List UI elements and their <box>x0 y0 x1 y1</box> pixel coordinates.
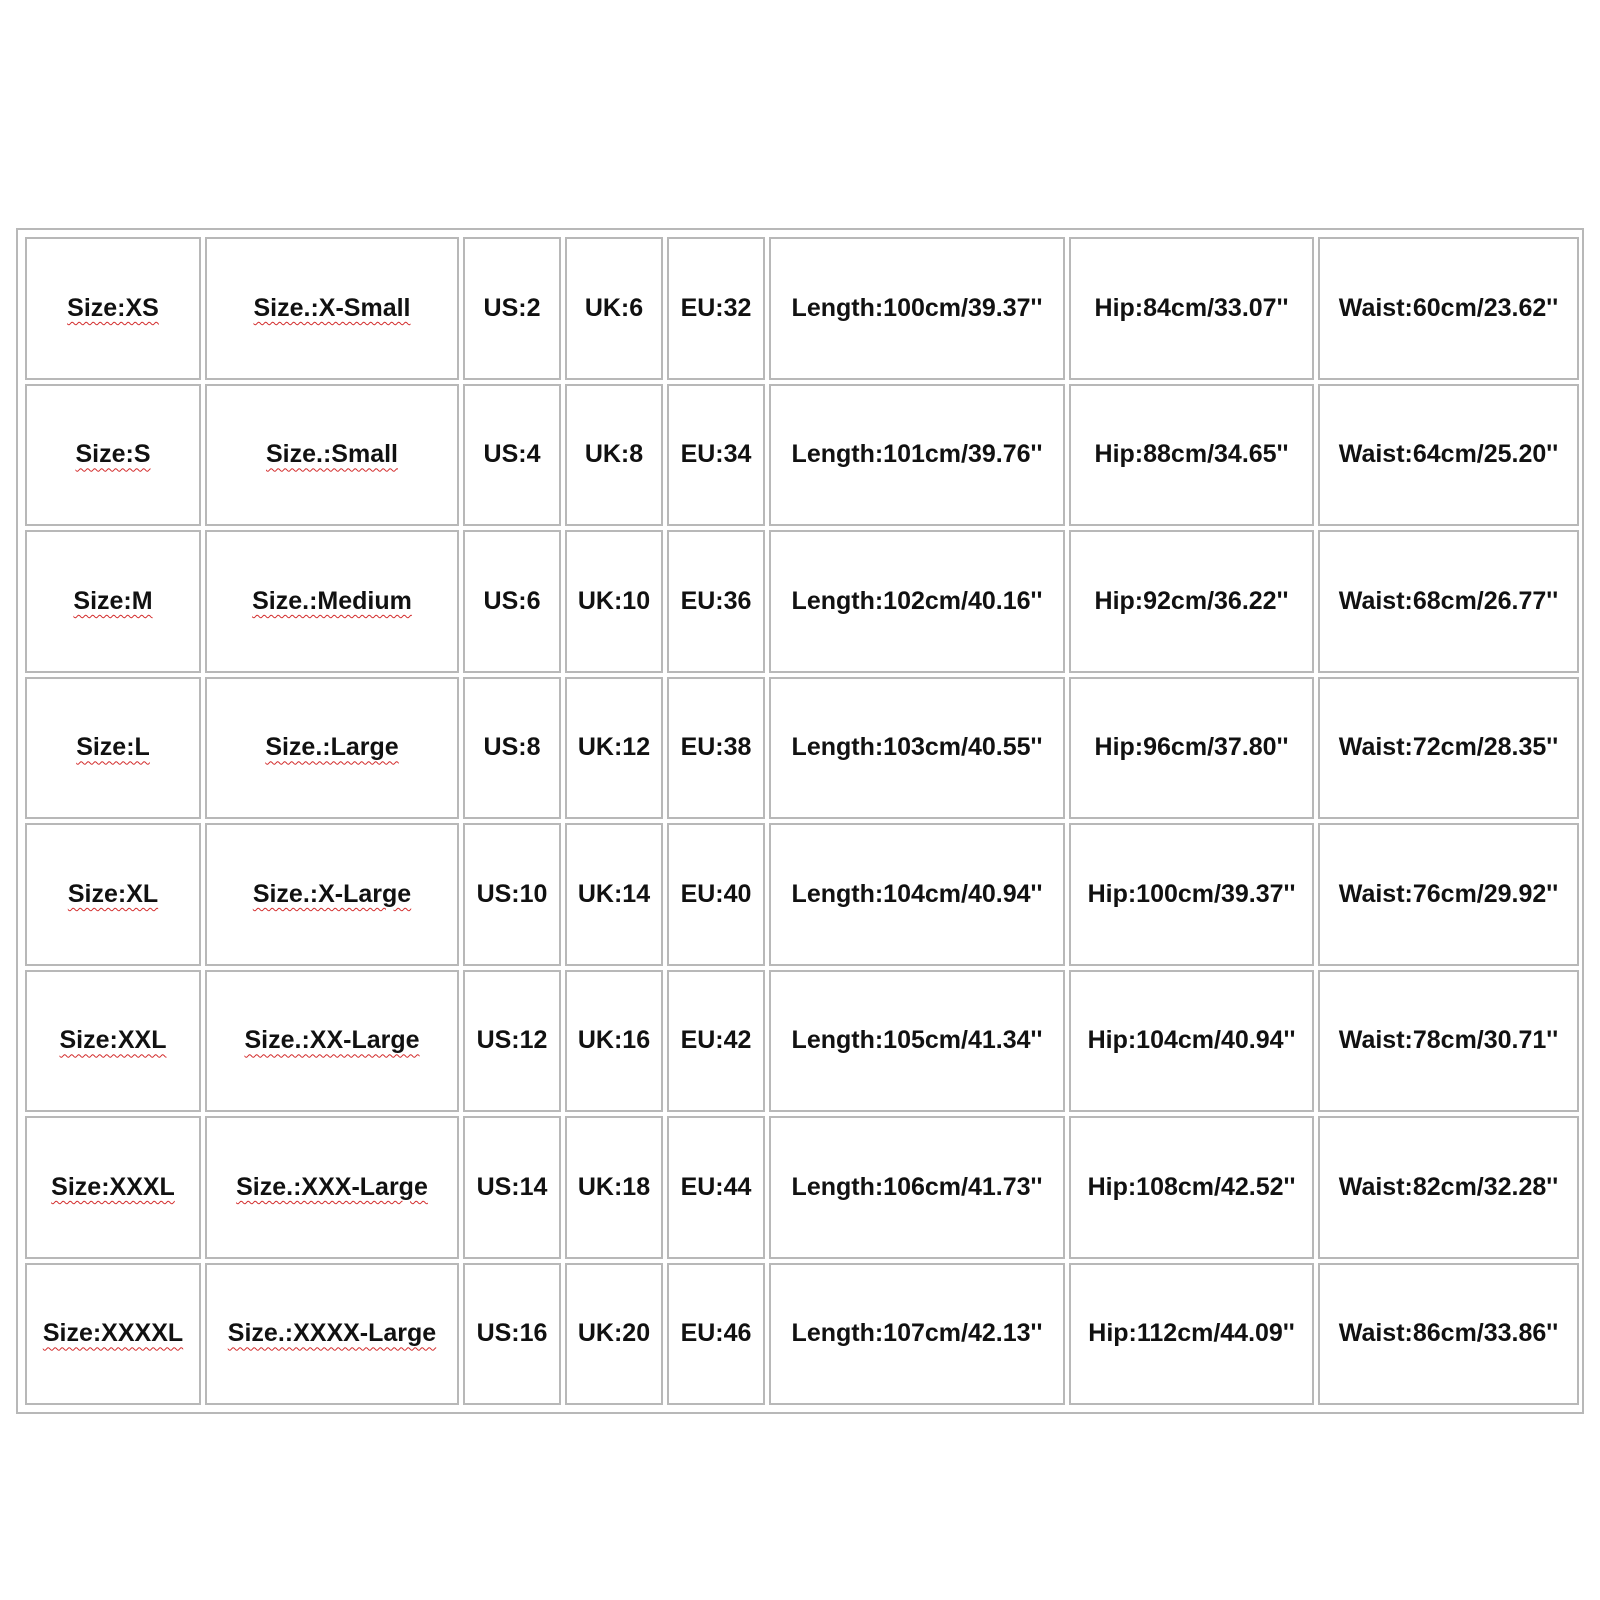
waist-cell: Waist:76cm/29.92'' <box>1318 823 1579 966</box>
size-name-cell: Size.:Small <box>205 384 459 527</box>
us-size-cell: US:6 <box>463 530 561 673</box>
size-code-cell: Size:L <box>25 677 201 820</box>
waist-cell: Waist:82cm/32.28'' <box>1318 1116 1579 1259</box>
size-name-cell: Size.:XXX-Large <box>205 1116 459 1259</box>
eu-size-cell: EU:36 <box>667 530 765 673</box>
uk-size-cell: UK:12 <box>565 677 663 820</box>
hip-cell: Hip:84cm/33.07'' <box>1069 237 1314 380</box>
waist-cell: Waist:78cm/30.71'' <box>1318 970 1579 1113</box>
waist-cell: Waist:64cm/25.20'' <box>1318 384 1579 527</box>
size-name-cell: Size.:Large <box>205 677 459 820</box>
size-row-xxl <box>25 970 1579 1113</box>
us-size-cell: US:4 <box>463 384 561 527</box>
waist-cell: Waist:60cm/23.62'' <box>1318 237 1579 380</box>
us-size-cell: US:12 <box>463 970 561 1113</box>
size-row-xs <box>25 237 1579 380</box>
uk-size-cell: UK:14 <box>565 823 663 966</box>
size-code-cell: Size:XS <box>25 237 201 380</box>
size-code-cell: Size:XL <box>25 823 201 966</box>
length-cell: Length:104cm/40.94'' <box>769 823 1065 966</box>
size-code-cell: Size:XXL <box>25 970 201 1113</box>
hip-cell: Hip:104cm/40.94'' <box>1069 970 1314 1113</box>
hip-cell: Hip:112cm/44.09'' <box>1069 1263 1314 1406</box>
eu-size-cell: EU:34 <box>667 384 765 527</box>
size-row-xxxl <box>25 1116 1579 1259</box>
waist-cell: Waist:72cm/28.35'' <box>1318 677 1579 820</box>
eu-size-cell: EU:32 <box>667 237 765 380</box>
size-code-cell: Size:S <box>25 384 201 527</box>
us-size-cell: US:16 <box>463 1263 561 1406</box>
length-cell: Length:105cm/41.34'' <box>769 970 1065 1113</box>
size-name-cell: Size.:X-Large <box>205 823 459 966</box>
hip-cell: Hip:96cm/37.80'' <box>1069 677 1314 820</box>
hip-cell: Hip:88cm/34.65'' <box>1069 384 1314 527</box>
size-name-cell: Size.:XXXX-Large <box>205 1263 459 1406</box>
eu-size-cell: EU:40 <box>667 823 765 966</box>
length-cell: Length:103cm/40.55'' <box>769 677 1065 820</box>
waist-cell: Waist:86cm/33.86'' <box>1318 1263 1579 1406</box>
us-size-cell: US:14 <box>463 1116 561 1259</box>
size-chart-frame <box>16 228 1584 1414</box>
size-name-cell: Size.:X-Small <box>205 237 459 380</box>
eu-size-cell: EU:46 <box>667 1263 765 1406</box>
size-row-l <box>25 677 1579 820</box>
length-cell: Length:107cm/42.13'' <box>769 1263 1065 1406</box>
eu-size-cell: EU:42 <box>667 970 765 1113</box>
size-row-xl <box>25 823 1579 966</box>
size-name-cell: Size.:Medium <box>205 530 459 673</box>
hip-cell: Hip:92cm/36.22'' <box>1069 530 1314 673</box>
size-row-xxxxl <box>25 1263 1579 1406</box>
length-cell: Length:100cm/39.37'' <box>769 237 1065 380</box>
uk-size-cell: UK:18 <box>565 1116 663 1259</box>
uk-size-cell: UK:8 <box>565 384 663 527</box>
length-cell: Length:102cm/40.16'' <box>769 530 1065 673</box>
hip-cell: Hip:108cm/42.52'' <box>1069 1116 1314 1259</box>
length-cell: Length:106cm/41.73'' <box>769 1116 1065 1259</box>
hip-cell: Hip:100cm/39.37'' <box>1069 823 1314 966</box>
waist-cell: Waist:68cm/26.77'' <box>1318 530 1579 673</box>
eu-size-cell: EU:44 <box>667 1116 765 1259</box>
eu-size-cell: EU:38 <box>667 677 765 820</box>
size-chart-table <box>21 233 1583 1409</box>
us-size-cell: US:2 <box>463 237 561 380</box>
size-code-cell: Size:XXXL <box>25 1116 201 1259</box>
size-name-cell: Size.:XX-Large <box>205 970 459 1113</box>
uk-size-cell: UK:16 <box>565 970 663 1113</box>
us-size-cell: US:10 <box>463 823 561 966</box>
uk-size-cell: UK:10 <box>565 530 663 673</box>
length-cell: Length:101cm/39.76'' <box>769 384 1065 527</box>
uk-size-cell: UK:6 <box>565 237 663 380</box>
size-code-cell: Size:M <box>25 530 201 673</box>
us-size-cell: US:8 <box>463 677 561 820</box>
uk-size-cell: UK:20 <box>565 1263 663 1406</box>
size-row-s <box>25 384 1579 527</box>
size-row-m <box>25 530 1579 673</box>
size-code-cell: Size:XXXXL <box>25 1263 201 1406</box>
